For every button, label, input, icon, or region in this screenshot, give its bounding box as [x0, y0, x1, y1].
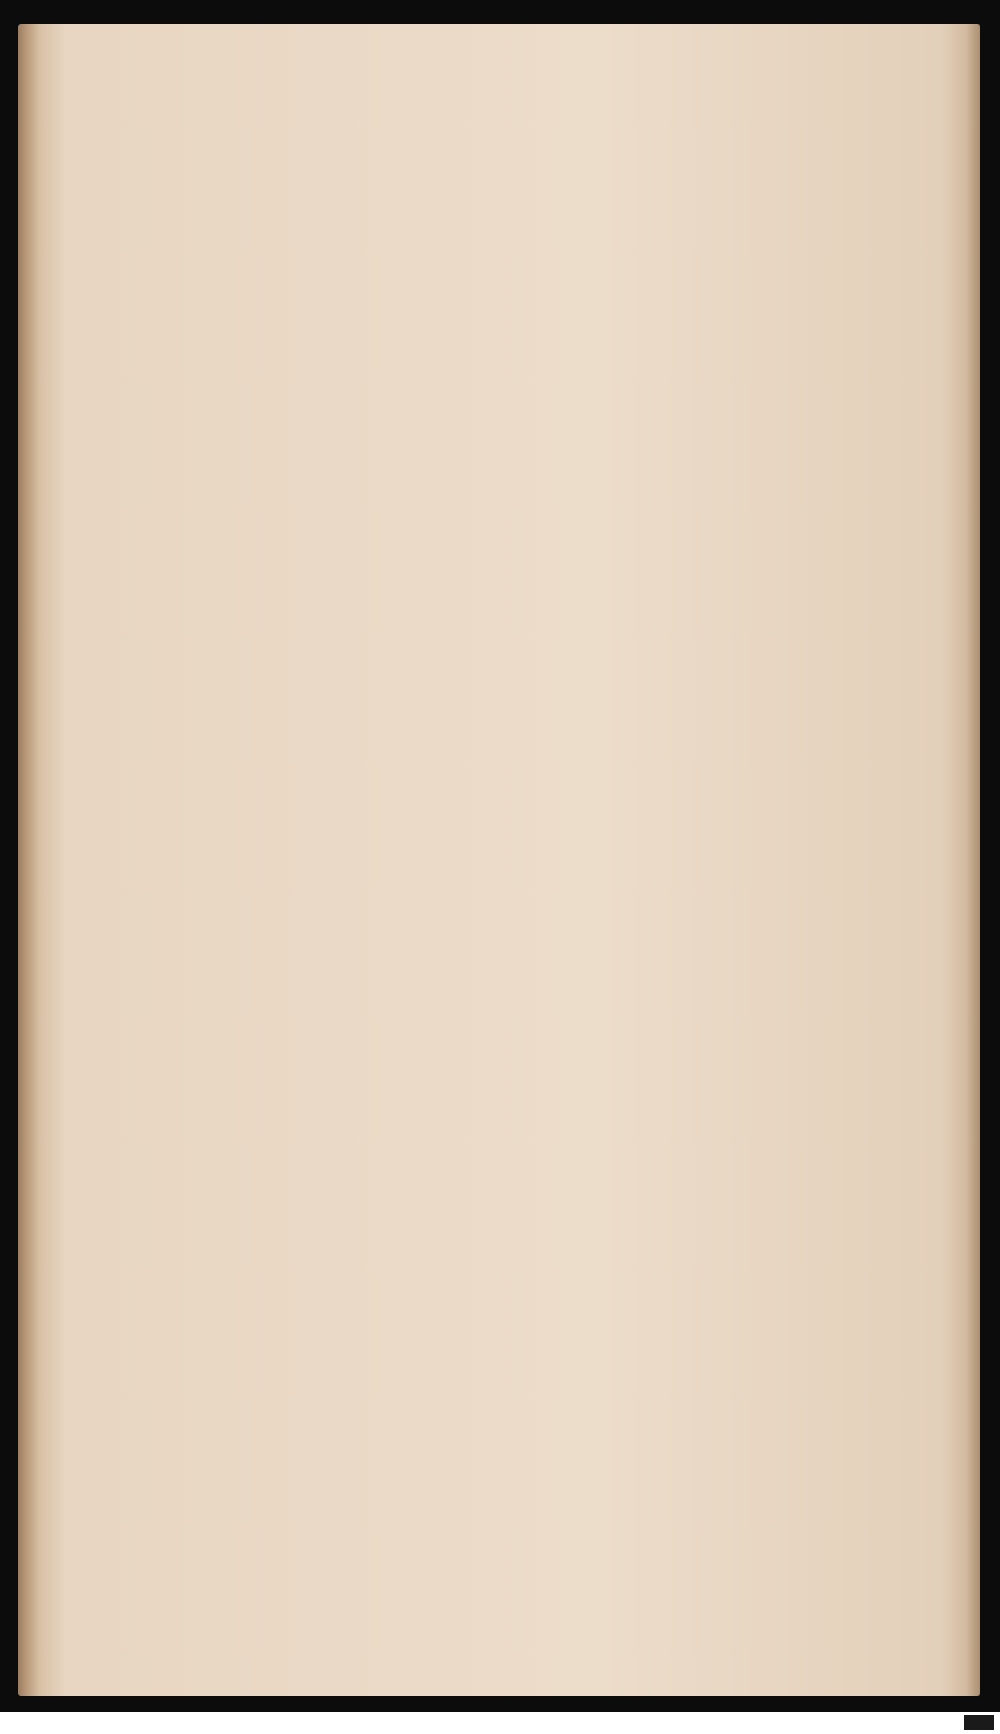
- footer-bar: [0, 1712, 1000, 1734]
- book-page: [18, 24, 980, 1696]
- page-header: [254, 118, 774, 162]
- dfg-logo: [964, 1715, 994, 1730]
